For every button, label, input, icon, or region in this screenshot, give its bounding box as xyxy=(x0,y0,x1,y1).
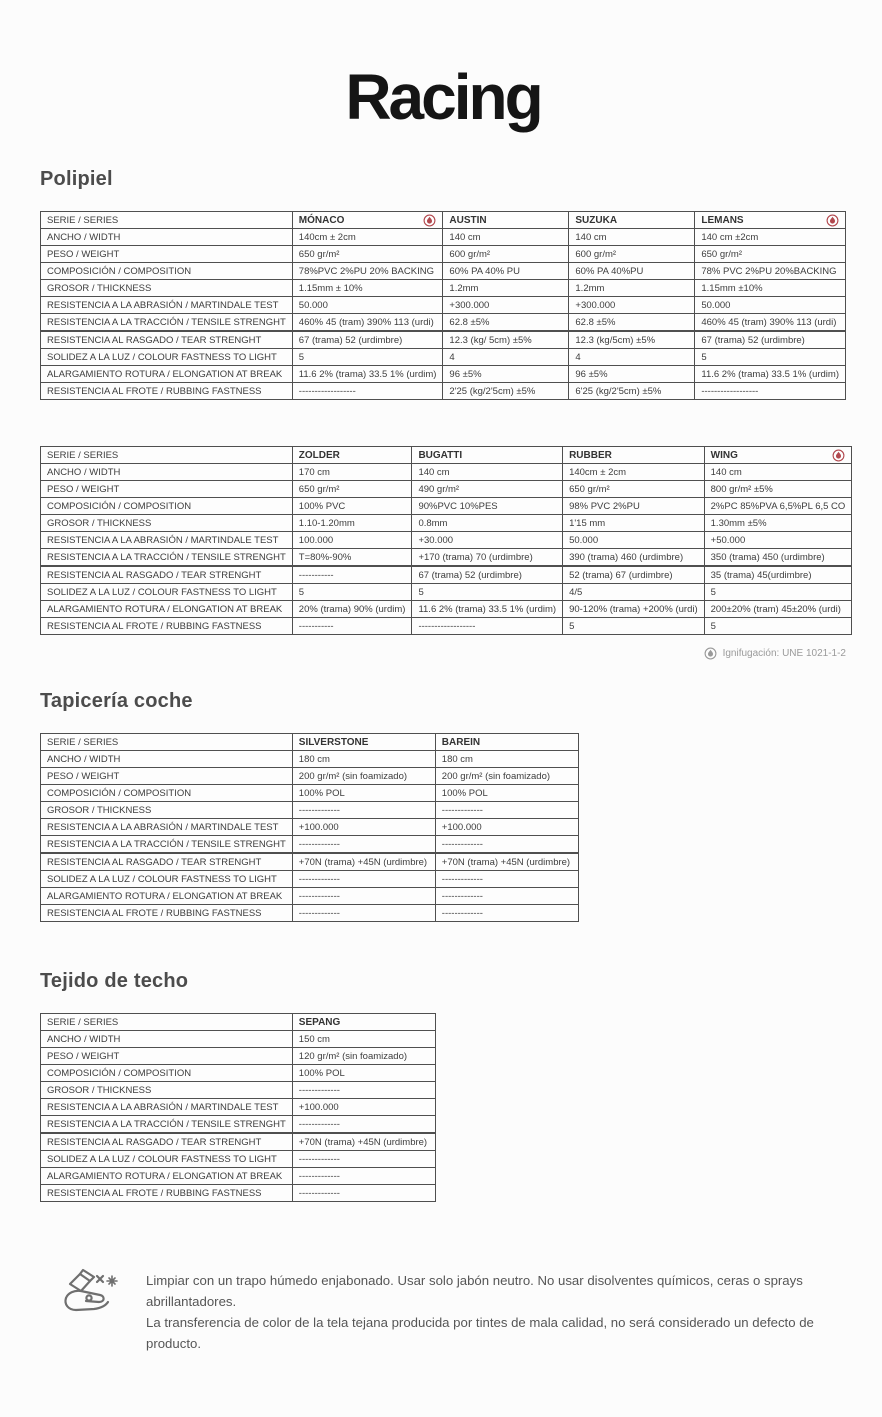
value-cell: 67 (trama) 52 (urdimbre) xyxy=(292,331,443,349)
value-cell: 78% PVC 2%PU 20%BACKING xyxy=(695,263,846,280)
fire-rating-icon xyxy=(826,214,839,227)
value-cell: ------------- xyxy=(292,1185,435,1202)
value-cell: 5 xyxy=(563,618,705,635)
table-row xyxy=(41,751,579,768)
value-cell: 1'15 mm xyxy=(563,515,705,532)
value-cell: 0.8mm xyxy=(412,515,563,532)
table-row xyxy=(41,1031,436,1048)
value-cell: 100% POL xyxy=(292,785,435,802)
value-cell: 490 gr/m² xyxy=(412,481,563,498)
value-cell: 650 gr/m² xyxy=(292,246,443,263)
column-header-cell xyxy=(292,447,412,464)
row-label-cell: RESISTENCIA A LA TRACCIÓN / TENSILE STRENGHT xyxy=(41,836,293,854)
value-cell: 200 gr/m² (sin foamizado) xyxy=(292,768,435,785)
series-name: LEMANS xyxy=(701,214,744,226)
row-label-cell: RESISTENCIA A LA ABRASIÓN / MARTINDALE TEST xyxy=(41,532,293,549)
row-label-cell: PESO / WEIGHT xyxy=(41,481,293,498)
table-row xyxy=(41,601,852,618)
table-row xyxy=(41,229,846,246)
table-row xyxy=(41,366,846,383)
row-label-cell: RESISTENCIA AL FROTE / RUBBING FASTNESS xyxy=(41,1185,293,1202)
value-cell: 100% PVC xyxy=(292,498,412,515)
value-cell: ------------- xyxy=(435,871,578,888)
value-cell: +70N (trama) +45N (urdimbre) xyxy=(292,853,435,871)
series-name: MÓNACO xyxy=(298,214,345,226)
value-cell: 140 cm xyxy=(569,229,695,246)
value-cell: ------------- xyxy=(435,836,578,854)
value-cell: ------------- xyxy=(292,905,435,922)
value-cell: 1.2mm xyxy=(443,280,569,297)
value-cell: ------------- xyxy=(292,836,435,854)
value-cell: ------------- xyxy=(292,1082,435,1099)
value-cell: ----------- xyxy=(292,618,412,635)
value-cell: 50.000 xyxy=(695,297,846,314)
value-cell: 200±20% (tram) 45±20% (urdi) xyxy=(704,601,852,618)
row-label-cell: RESISTENCIA AL RASGADO / TEAR STRENGHT xyxy=(41,853,293,871)
column-header-cell xyxy=(569,212,695,229)
table-row xyxy=(41,1168,436,1185)
fire-rating-icon xyxy=(704,647,717,660)
section-heading-polipiel: Polipiel xyxy=(40,168,113,190)
row-label-cell: ANCHO / WIDTH xyxy=(41,229,293,246)
column-header-cell xyxy=(704,447,852,464)
fire-rating-note-text: Ignifugación: UNE 1021-1-2 xyxy=(722,648,846,659)
table-row xyxy=(41,566,852,584)
value-cell: 1.15mm ±10% xyxy=(695,280,846,297)
value-cell: 460% 45 (tram) 390% 113 (urdi) xyxy=(695,314,846,332)
value-cell: 1.15mm ± 10% xyxy=(292,280,443,297)
section-tapiceria-coche xyxy=(40,690,846,922)
value-cell: 2%PC 85%PVA 6,5%PL 6,5 CO xyxy=(704,498,852,515)
value-cell: 90%PVC 10%PES xyxy=(412,498,563,515)
fire-rating-icon xyxy=(826,214,839,227)
table-row xyxy=(41,349,846,366)
value-cell: 460% 45 (tram) 390% 113 (urdi) xyxy=(292,314,443,332)
table-row xyxy=(41,464,852,481)
value-cell: 4 xyxy=(569,349,695,366)
value-cell: 170 cm xyxy=(292,464,412,481)
value-cell: 1.30mm ±5% xyxy=(704,515,852,532)
value-cell: 140cm ± 2cm xyxy=(563,464,705,481)
row-label-cell: SOLIDEZ A LA LUZ / COLOUR FASTNESS TO LIGHT xyxy=(41,584,293,601)
value-cell: ------------------ xyxy=(412,618,563,635)
section-heading-tejido: Tejido de techo xyxy=(40,970,189,992)
value-cell: 1.2mm xyxy=(569,280,695,297)
row-label-cell: RESISTENCIA AL RASGADO / TEAR STRENGHT xyxy=(41,566,293,584)
row-label-cell: COMPOSICIÓN / COMPOSITION xyxy=(41,498,293,515)
row-label-cell: RESISTENCIA A LA ABRASIÓN / MARTINDALE TEST xyxy=(41,297,293,314)
value-cell: 60% PA 40%PU xyxy=(569,263,695,280)
value-cell: 60% PA 40% PU xyxy=(443,263,569,280)
value-cell: ------------- xyxy=(435,802,578,819)
value-cell: 11.6 2% (trama) 33.5 1% (urdim) xyxy=(695,366,846,383)
series-name: SUZUKA xyxy=(575,214,618,226)
row-label-cell: SOLIDEZ A LA LUZ / COLOUR FASTNESS TO LIGHT xyxy=(41,871,293,888)
table-row xyxy=(41,331,846,349)
value-cell: +100.000 xyxy=(292,819,435,836)
spec-table xyxy=(40,446,852,635)
table-row xyxy=(41,1082,436,1099)
value-cell: 90-120% (trama) +200% (urdi) xyxy=(563,601,705,618)
table-row xyxy=(41,768,579,785)
row-label-cell: COMPOSICIÓN / COMPOSITION xyxy=(41,785,293,802)
value-cell: 5 xyxy=(292,349,443,366)
value-cell: 11.6 2% (trama) 33.5 1% (urdim) xyxy=(292,366,443,383)
value-cell: 98% PVC 2%PU xyxy=(563,498,705,515)
value-cell: 78%PVC 2%PU 20% BACKING xyxy=(292,263,443,280)
row-label-cell: SERIE / SERIES xyxy=(41,212,293,229)
value-cell: 100% POL xyxy=(435,785,578,802)
value-cell: 5 xyxy=(704,584,852,601)
fire-rating-icon xyxy=(423,214,436,227)
row-label-cell: SOLIDEZ A LA LUZ / COLOUR FASTNESS TO LIGHT xyxy=(41,349,293,366)
value-cell: 5 xyxy=(695,349,846,366)
value-cell: 600 gr/m² xyxy=(443,246,569,263)
table-row xyxy=(41,888,579,905)
value-cell: ----------- xyxy=(292,566,412,584)
value-cell: 20% (trama) 90% (urdim) xyxy=(292,601,412,618)
row-label-cell: SERIE / SERIES xyxy=(41,1014,293,1031)
section-polipiel xyxy=(40,168,846,660)
value-cell: ------------- xyxy=(292,1168,435,1185)
table-row xyxy=(41,871,579,888)
value-cell: 800 gr/m² ±5% xyxy=(704,481,852,498)
value-cell: 6'25 (kg/2'5cm) ±5% xyxy=(569,383,695,400)
value-cell: +70N (trama) +45N (urdimbre) xyxy=(292,1133,435,1151)
value-cell: 5 xyxy=(704,618,852,635)
value-cell: ------------------ xyxy=(695,383,846,400)
value-cell: 12.3 (kg/5cm) ±5% xyxy=(569,331,695,349)
table-row xyxy=(41,532,852,549)
value-cell: 350 (trama) 450 (urdimbre) xyxy=(704,549,852,567)
table-row xyxy=(41,549,852,567)
value-cell: ------------- xyxy=(292,871,435,888)
value-cell: 180 cm xyxy=(292,751,435,768)
row-label-cell: PESO / WEIGHT xyxy=(41,246,293,263)
value-cell: 4/5 xyxy=(563,584,705,601)
row-label-cell: RESISTENCIA AL FROTE / RUBBING FASTNESS xyxy=(41,618,293,635)
value-cell: 96 ±5% xyxy=(569,366,695,383)
value-cell: 100.000 xyxy=(292,532,412,549)
column-header-cell xyxy=(435,734,578,751)
care-instructions xyxy=(40,1264,846,1355)
cleaning-cloth-hand-icon xyxy=(56,1264,122,1323)
series-name: RUBBER xyxy=(569,449,612,461)
table-row xyxy=(41,905,579,922)
table-row xyxy=(41,1065,436,1082)
row-label-cell: RESISTENCIA A LA TRACCIÓN / TENSILE STRENGHT xyxy=(41,1116,293,1134)
value-cell: +170 (trama) 70 (urdimbre) xyxy=(412,549,563,567)
series-header-row xyxy=(41,1014,436,1031)
table-row xyxy=(41,1151,436,1168)
series-header-row xyxy=(41,734,579,751)
polipiel-table-2 xyxy=(40,446,846,635)
fire-rating-icon xyxy=(423,214,436,227)
column-header-cell xyxy=(695,212,846,229)
table-row xyxy=(41,246,846,263)
value-cell: +70N (trama) +45N (urdimbre) xyxy=(435,853,578,871)
value-cell: 5 xyxy=(292,584,412,601)
table-row xyxy=(41,481,852,498)
row-label-cell: SERIE / SERIES xyxy=(41,447,293,464)
value-cell: 650 gr/m² xyxy=(563,481,705,498)
tejido-table xyxy=(40,1013,846,1202)
row-label-cell: GROSOR / THICKNESS xyxy=(41,802,293,819)
value-cell: ------------------ xyxy=(292,383,443,400)
section-tejido-de-techo xyxy=(40,970,846,1202)
series-name: ZOLDER xyxy=(298,449,340,461)
value-cell: 650 gr/m² xyxy=(292,481,412,498)
value-cell: +100.000 xyxy=(292,1099,435,1116)
row-label-cell: RESISTENCIA A LA ABRASIÓN / MARTINDALE TEST xyxy=(41,819,293,836)
column-header-cell xyxy=(443,212,569,229)
value-cell: 200 gr/m² (sin foamizado) xyxy=(435,768,578,785)
value-cell: ------------- xyxy=(292,802,435,819)
value-cell: 150 cm xyxy=(292,1031,435,1048)
row-label-cell: RESISTENCIA AL RASGADO / TEAR STRENGHT xyxy=(41,1133,293,1151)
row-label-cell: RESISTENCIA AL FROTE / RUBBING FASTNESS xyxy=(41,383,293,400)
table-row xyxy=(41,1099,436,1116)
row-label-cell: ALARGAMIENTO ROTURA / ELONGATION AT BREAK xyxy=(41,366,293,383)
care-line-2: La transferencia de color de la tela tejana producida por tintes de mala calidad, no será considerado un defecto de producto. xyxy=(146,1315,814,1352)
table-row xyxy=(41,1048,436,1065)
row-label-cell: ALARGAMIENTO ROTURA / ELONGATION AT BREAK xyxy=(41,888,293,905)
table-row xyxy=(41,785,579,802)
row-label-cell: ANCHO / WIDTH xyxy=(41,751,293,768)
fire-rating-icon xyxy=(832,449,845,462)
table-row xyxy=(41,1133,436,1151)
table-row xyxy=(41,314,846,332)
table-row xyxy=(41,263,846,280)
value-cell: +100.000 xyxy=(435,819,578,836)
table-row xyxy=(41,383,846,400)
value-cell: 100% POL xyxy=(292,1065,435,1082)
series-name: SEPANG xyxy=(298,1016,341,1028)
value-cell: 140 cm xyxy=(443,229,569,246)
value-cell: 50.000 xyxy=(563,532,705,549)
table-row xyxy=(41,802,579,819)
value-cell: 52 (trama) 67 (urdimbre) xyxy=(563,566,705,584)
series-header-row xyxy=(41,447,852,464)
series-name: WING xyxy=(710,449,738,461)
table-row xyxy=(41,498,852,515)
value-cell: 35 (trama) 45(urdimbre) xyxy=(704,566,852,584)
value-cell: +300.000 xyxy=(443,297,569,314)
value-cell: 12.3 (kg/ 5cm) ±5% xyxy=(443,331,569,349)
page-title: Racing xyxy=(345,61,541,133)
value-cell: 140cm ± 2cm xyxy=(292,229,443,246)
polipiel-table-1 xyxy=(40,211,846,400)
tapiceria-table xyxy=(40,733,846,922)
care-line-1: Limpiar con un trapo húmedo enjabonado. Usar solo jabón neutro. No usar disolventes químicos, ceras o sprays abrillantadores. xyxy=(146,1273,803,1310)
row-label-cell: GROSOR / THICKNESS xyxy=(41,280,293,297)
value-cell: 1.10-1.20mm xyxy=(292,515,412,532)
series-name: BAREIN xyxy=(441,736,481,748)
spec-table xyxy=(40,1013,436,1202)
table-row xyxy=(41,618,852,635)
value-cell: 96 ±5% xyxy=(443,366,569,383)
value-cell: 11.6 2% (trama) 33.5 1% (urdim) xyxy=(412,601,563,618)
section-heading-tapiceria: Tapicería coche xyxy=(40,690,193,712)
value-cell: 140 cm ±2cm xyxy=(695,229,846,246)
spec-table xyxy=(40,733,579,922)
row-label-cell: COMPOSICIÓN / COMPOSITION xyxy=(41,1065,293,1082)
value-cell: 390 (trama) 460 (urdimbre) xyxy=(563,549,705,567)
row-label-cell: SOLIDEZ A LA LUZ / COLOUR FASTNESS TO LIGHT xyxy=(41,1151,293,1168)
table-row xyxy=(41,1185,436,1202)
value-cell: +50.000 xyxy=(704,532,852,549)
value-cell: 120 gr/m² (sin foamizado) xyxy=(292,1048,435,1065)
row-label-cell: GROSOR / THICKNESS xyxy=(41,1082,293,1099)
column-header-cell xyxy=(412,447,563,464)
series-name: BUGATTI xyxy=(418,449,463,461)
column-header-cell xyxy=(292,212,443,229)
value-cell: +30.000 xyxy=(412,532,563,549)
table-row xyxy=(41,819,579,836)
value-cell: ------------- xyxy=(435,888,578,905)
value-cell: 67 (trama) 52 (urdimbre) xyxy=(695,331,846,349)
table-row xyxy=(41,584,852,601)
value-cell: 140 cm xyxy=(704,464,852,481)
column-header-cell xyxy=(292,734,435,751)
row-label-cell: RESISTENCIA A LA TRACCIÓN / TENSILE STRENGHT xyxy=(41,314,293,332)
value-cell: 600 gr/m² xyxy=(569,246,695,263)
row-label-cell: SERIE / SERIES xyxy=(41,734,293,751)
value-cell: ------------- xyxy=(292,888,435,905)
value-cell: ------------- xyxy=(435,905,578,922)
row-label-cell: RESISTENCIA A LA ABRASIÓN / MARTINDALE TEST xyxy=(41,1099,293,1116)
series-name: SILVERSTONE xyxy=(298,736,369,748)
row-label-cell: ALARGAMIENTO ROTURA / ELONGATION AT BREAK xyxy=(41,1168,293,1185)
fire-rating-icon xyxy=(704,647,717,660)
value-cell: +300.000 xyxy=(569,297,695,314)
table-row xyxy=(41,280,846,297)
row-label-cell: PESO / WEIGHT xyxy=(41,1048,293,1065)
fire-rating-icon xyxy=(832,449,845,462)
value-cell: 67 (trama) 52 (urdimbre) xyxy=(412,566,563,584)
table-row xyxy=(41,297,846,314)
care-instructions-text xyxy=(146,1270,846,1355)
series-name: AUSTIN xyxy=(449,214,487,226)
table-row xyxy=(41,853,579,871)
series-header-row xyxy=(41,212,846,229)
value-cell: ------------- xyxy=(292,1151,435,1168)
value-cell: 650 gr/m² xyxy=(695,246,846,263)
row-label-cell: RESISTENCIA AL RASGADO / TEAR STRENGHT xyxy=(41,331,293,349)
column-header-cell xyxy=(563,447,705,464)
value-cell: 50.000 xyxy=(292,297,443,314)
table-row xyxy=(41,836,579,854)
value-cell: 140 cm xyxy=(412,464,563,481)
value-cell: 62.8 ±5% xyxy=(569,314,695,332)
fire-rating-note xyxy=(40,647,846,660)
spec-table xyxy=(40,211,846,400)
table-row xyxy=(41,515,852,532)
row-label-cell: PESO / WEIGHT xyxy=(41,768,293,785)
row-label-cell: RESISTENCIA AL FROTE / RUBBING FASTNESS xyxy=(41,905,293,922)
value-cell: ------------- xyxy=(292,1116,435,1134)
value-cell: 2'25 (kg/2'5cm) ±5% xyxy=(443,383,569,400)
row-label-cell: RESISTENCIA A LA TRACCIÓN / TENSILE STRENGHT xyxy=(41,549,293,567)
row-label-cell: ALARGAMIENTO ROTURA / ELONGATION AT BREAK xyxy=(41,601,293,618)
value-cell: 4 xyxy=(443,349,569,366)
value-cell: 62.8 ±5% xyxy=(443,314,569,332)
row-label-cell: ANCHO / WIDTH xyxy=(41,1031,293,1048)
value-cell: T=80%-90% xyxy=(292,549,412,567)
table-row xyxy=(41,1116,436,1134)
row-label-cell: ANCHO / WIDTH xyxy=(41,464,293,481)
column-header-cell xyxy=(292,1014,435,1031)
value-cell: 5 xyxy=(412,584,563,601)
value-cell: 180 cm xyxy=(435,751,578,768)
row-label-cell: GROSOR / THICKNESS xyxy=(41,515,293,532)
row-label-cell: COMPOSICIÓN / COMPOSITION xyxy=(41,263,293,280)
